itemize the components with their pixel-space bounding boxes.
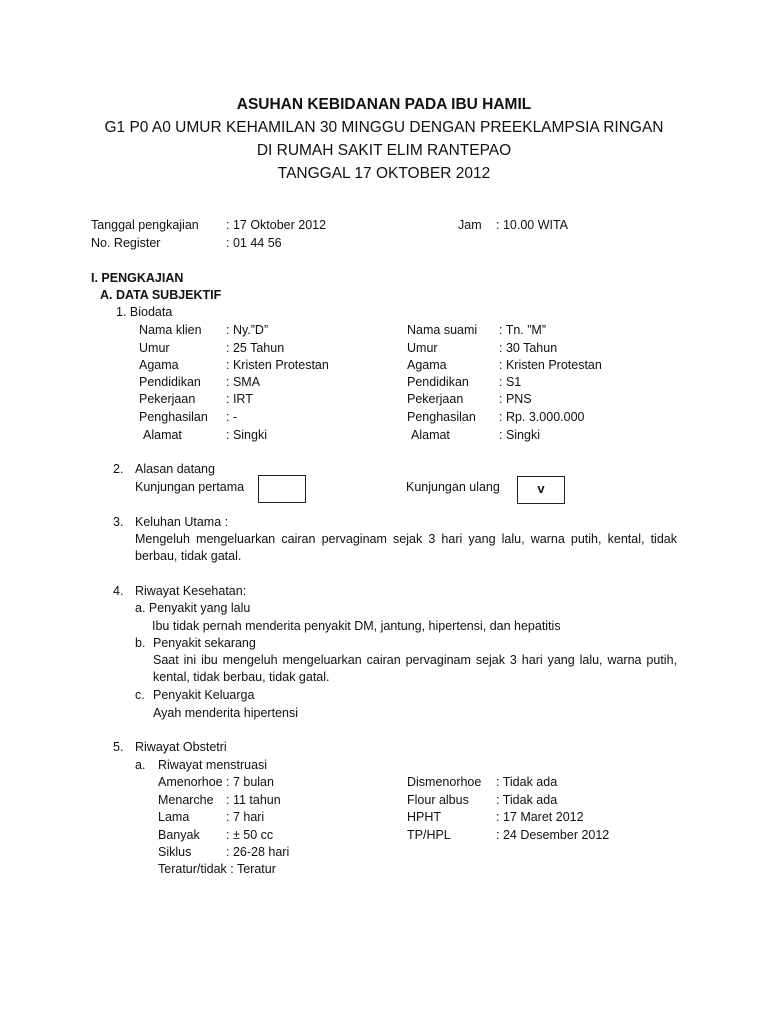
biodata-right-value: : Rp. 3.000.000	[499, 410, 585, 424]
biodata-left-label: Umur	[139, 341, 170, 355]
menstruasi-left-label: Siklus	[158, 845, 192, 859]
biodata-right-value: : 30 Tahun	[499, 341, 558, 355]
biodata-right-value: : S1	[499, 375, 522, 389]
biodata-right-label: Umur	[407, 341, 438, 355]
jam-label: Jam	[458, 218, 482, 232]
biodata-left-label: Pendidikan	[139, 375, 201, 389]
menstruasi-left-label: Banyak	[158, 828, 200, 842]
penyakit-sekarang-marker: b.	[135, 636, 146, 650]
biodata-right-value: : Singki	[499, 428, 540, 442]
document-subtitle: G1 P0 A0 UMUR KEHAMILAN 30 MINGGU DENGAN PREEKLAMPSIA RINGAN	[104, 119, 664, 136]
menstruasi-right-label: HPHT	[407, 810, 442, 824]
penyakit-lalu-label: a. Penyakit yang lalu	[135, 601, 251, 615]
menstruasi-left-label: Menarche	[158, 793, 214, 807]
biodata-right-value: : Tn. ”M”	[499, 323, 546, 337]
penyakit-keluarga-marker: c.	[135, 688, 145, 702]
tanggal-label: Tanggal pengkajian	[91, 218, 199, 232]
menstruasi-right-value: : 24 Desember 2012	[496, 828, 610, 842]
penyakit-lalu-text: Ibu tidak pernah menderita penyakit DM, jantung, hipertensi, dan hepatitis	[152, 619, 561, 633]
biodata-right-value: : Kristen Protestan	[499, 358, 602, 372]
penyakit-keluarga-label: Penyakit Keluarga	[153, 688, 255, 702]
biodata-left-label: Nama klien	[139, 323, 202, 337]
alasan-title: Alasan datang	[135, 462, 215, 476]
keluhan-number: 3.	[113, 515, 124, 529]
document-location: DI RUMAH SAKIT ELIM RANTEPAO	[256, 142, 512, 159]
document-title: ASUHAN KEBIDANAN PADA IBU HAMIL	[236, 96, 532, 113]
biodata-left-label: Alamat	[143, 428, 182, 442]
biodata-right-label: Nama suami	[407, 323, 478, 337]
biodata-left-label: Penghasilan	[139, 410, 208, 424]
alasan-number: 2.	[113, 462, 124, 476]
teratur-text: Teratur/tidak : Teratur	[158, 862, 276, 876]
menstruasi-right-value: : 17 Maret 2012	[496, 810, 584, 824]
biodata-right-label: Agama	[407, 358, 447, 372]
keluhan-text: Mengeluh mengeluarkan cairan pervaginam sejak 3 hari yang lalu, warna putih, kental, tidak berbau, tidak gatal.	[135, 532, 677, 563]
biodata-left-value: : -	[226, 410, 238, 424]
menstruasi-left-label: Amenorhoe	[158, 775, 223, 789]
penyakit-sekarang-label: Penyakit sekarang	[153, 636, 256, 650]
penyakit-keluarga-text: Ayah menderita hipertensi	[153, 706, 298, 720]
biodata-right-label: Alamat	[411, 428, 450, 442]
biodata-right-label: Penghasilan	[407, 410, 476, 424]
riwayat-obstetri-title: Riwayat Obstetri	[135, 740, 227, 754]
biodata-left-value: : Singki	[226, 428, 267, 442]
menstruasi-right-value: : Tidak ada	[496, 793, 558, 807]
biodata-left-value: : Kristen Protestan	[226, 358, 329, 372]
jam-value: : 10.00 WITA	[496, 218, 569, 232]
biodata-left-label: Pekerjaan	[139, 392, 196, 406]
riwayat-kesehatan-number: 4.	[113, 584, 124, 598]
kunjungan-pertama-label: Kunjungan pertama	[135, 480, 245, 494]
menstruasi-left-value: : 7 bulan	[226, 775, 274, 789]
kunjungan-pertama-checkbox[interactable]	[258, 475, 306, 503]
keluhan-title: Keluhan Utama :	[135, 515, 229, 529]
register-label: No. Register	[91, 236, 161, 250]
menstruasi-right-label: Flour albus	[407, 793, 469, 807]
biodata-right-value: : PNS	[499, 392, 532, 406]
tanggal-value: : 17 Oktober 2012	[226, 218, 327, 232]
biodata-left-value: : Ny.”D”	[226, 323, 269, 337]
riwayat-menstruasi-label: Riwayat menstruasi	[158, 758, 268, 772]
riwayat-menstruasi-marker: a.	[135, 758, 146, 772]
menstruasi-left-label: Lama	[158, 810, 190, 824]
penyakit-sekarang-text: Saat ini ibu mengeluh mengeluarkan cairan pervaginam sejak 3 hari yang lalu, warna putih, kental, tidak berbau, tidak gatal.	[153, 653, 677, 684]
kunjungan-ulang-checkbox[interactable]	[517, 476, 565, 504]
biodata-right-label: Pekerjaan	[407, 392, 464, 406]
biodata-left-value: : IRT	[226, 392, 253, 406]
biodata-left-label: Agama	[139, 358, 179, 372]
menstruasi-left-value: : ± 50 cc	[226, 828, 274, 842]
menstruasi-right-label: Dismenorhoe	[407, 775, 482, 789]
biodata-left-value: : SMA	[226, 375, 261, 389]
biodata-left-value: : 25 Tahun	[226, 341, 285, 355]
section-title: I. PENGKAJIAN	[91, 271, 184, 285]
riwayat-obstetri-number: 5.	[113, 740, 124, 754]
menstruasi-left-value: : 11 tahun	[226, 793, 281, 807]
menstruasi-right-value: : Tidak ada	[496, 775, 558, 789]
kunjungan-ulang-label: Kunjungan ulang	[406, 480, 500, 494]
menstruasi-right-label: TP/HPL	[407, 828, 451, 842]
document-date: TANGGAL 17 OKTOBER 2012	[277, 165, 491, 182]
biodata-title: 1. Biodata	[116, 305, 173, 319]
kunjungan-ulang-check-mark: v	[537, 481, 545, 496]
menstruasi-left-value: : 7 hari	[226, 810, 265, 824]
riwayat-kesehatan-title: Riwayat Kesehatan:	[135, 584, 247, 598]
section-subtitle: A. DATA SUBJEKTIF	[100, 288, 222, 302]
menstruasi-left-value: : 26-28 hari	[226, 845, 290, 859]
biodata-right-label: Pendidikan	[407, 375, 469, 389]
register-value: : 01 44 56	[226, 236, 282, 250]
